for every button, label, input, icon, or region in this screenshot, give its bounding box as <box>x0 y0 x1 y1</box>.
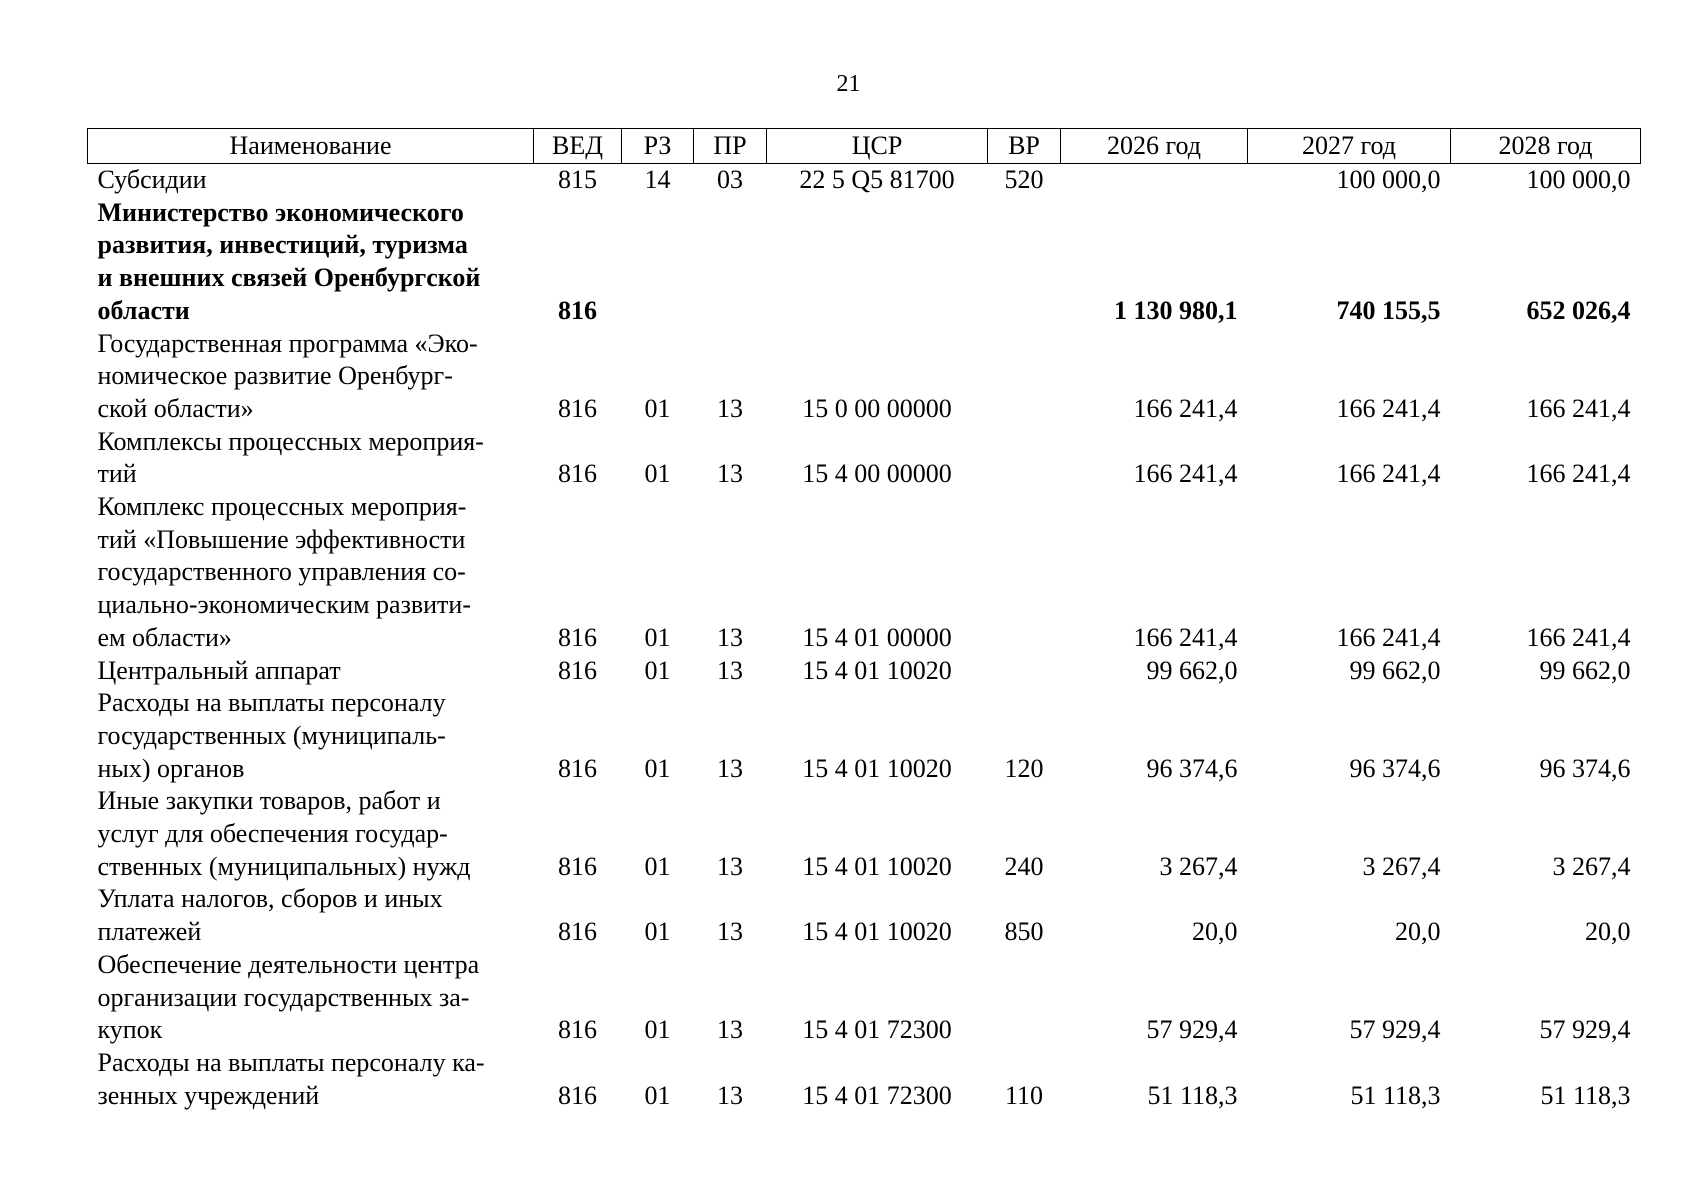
cell-rz: 14 <box>644 165 671 194</box>
table-header <box>88 129 1641 164</box>
name-line: развития, инвестиций, туризма <box>97 230 468 260</box>
cell-2026: 1 130 980,1 <box>1114 295 1238 325</box>
name-line: организации государственных за- <box>97 982 470 1012</box>
cell-csr: 15 4 01 10020 <box>802 851 952 881</box>
cell-2027: 96 374,6 <box>1349 753 1441 783</box>
cell-rz <box>622 197 694 328</box>
header-2027: 2027 год <box>1248 129 1451 164</box>
cell-2028: 3 267,4 <box>1552 851 1631 881</box>
table-row <box>88 1047 1641 1112</box>
cell-csr: 15 4 01 72300 <box>802 1015 952 1045</box>
cell-pr: 13 <box>717 459 743 489</box>
cell-2026: 96 374,6 <box>1146 753 1238 783</box>
cell-2026: 166 241,4 <box>1133 393 1238 423</box>
header-csr: ЦСР <box>767 129 988 164</box>
name-line: Уплата налогов, сборов и иных <box>97 884 443 914</box>
cell-name <box>88 426 534 491</box>
cell-name <box>88 655 534 688</box>
name-line: купок <box>97 1015 163 1045</box>
cell-2028: 166 241,4 <box>1526 393 1631 423</box>
cell-name <box>88 785 534 883</box>
cell-2027: 166 241,4 <box>1336 622 1441 652</box>
cell-vr: 520 <box>1004 165 1044 194</box>
cell-csr: 15 0 00 00000 <box>802 393 952 423</box>
cell-pr: 13 <box>717 851 743 881</box>
name-line: циально-экономическим развити- <box>97 590 471 620</box>
cell-rz: 01 <box>644 917 671 947</box>
cell-2026: 99 662,0 <box>1146 655 1238 685</box>
name-line: тий <box>97 459 137 489</box>
cell-pr: 13 <box>717 1080 743 1110</box>
cell-ved: 816 <box>558 655 597 685</box>
header-vr: ВР <box>988 129 1061 164</box>
cell-pr: 13 <box>717 917 743 947</box>
cell-csr: 22 5 Q5 81700 <box>799 165 955 194</box>
table-row <box>88 426 1641 491</box>
cell-rz: 01 <box>644 753 671 783</box>
cell-ved: 816 <box>558 917 597 947</box>
header-2026: 2026 год <box>1061 129 1248 164</box>
name-line: Комплекс процессных мероприя- <box>97 492 467 522</box>
cell-2026: 166 241,4 <box>1133 622 1238 652</box>
name-line: Субсидии <box>97 165 207 194</box>
header-row <box>88 129 1641 164</box>
cell-2026: 3 267,4 <box>1159 851 1238 881</box>
cell-2028: 99 662,0 <box>1539 655 1631 685</box>
cell-ved: 816 <box>558 851 597 881</box>
cell-2028: 51 118,3 <box>1540 1080 1631 1110</box>
budget-table <box>87 128 1641 1112</box>
cell-csr: 15 4 00 00000 <box>802 459 952 489</box>
name-line: Расходы на выплаты персоналу ка- <box>97 1047 485 1077</box>
cell-name <box>88 328 534 426</box>
cell-2028: 57 929,4 <box>1539 1015 1631 1045</box>
table-body <box>88 164 1641 1113</box>
cell-pr: 13 <box>717 655 743 685</box>
cell-2028: 20,0 <box>1585 917 1631 947</box>
cell-2027: 57 929,4 <box>1349 1015 1441 1045</box>
table-row <box>88 164 1641 197</box>
cell-vr <box>988 655 1061 688</box>
cell-ved: 816 <box>558 459 597 489</box>
header-2028: 2028 год <box>1451 129 1641 164</box>
cell-name <box>88 197 534 328</box>
cell-2026: 166 241,4 <box>1133 459 1238 489</box>
table-row <box>88 197 1641 328</box>
cell-2028: 166 241,4 <box>1526 622 1631 652</box>
cell-ved: 816 <box>558 753 597 783</box>
name-line: ных) органов <box>97 753 245 783</box>
cell-pr <box>694 197 767 328</box>
cell-2028: 96 374,6 <box>1539 753 1631 783</box>
name-line: государственного управления со- <box>97 557 466 587</box>
cell-csr: 15 4 01 10020 <box>802 753 952 783</box>
cell-vr <box>988 491 1061 655</box>
table-row <box>88 491 1641 655</box>
name-line: Государственная программа «Эко- <box>97 328 478 358</box>
table-row <box>88 328 1641 426</box>
name-line: платежей <box>97 917 202 947</box>
cell-vr: 850 <box>1004 917 1044 947</box>
cell-pr: 13 <box>717 393 743 423</box>
cell-2027: 3 267,4 <box>1362 851 1441 881</box>
cell-name <box>88 949 534 1047</box>
cell-2028: 100 000,0 <box>1526 165 1631 194</box>
table-row <box>88 655 1641 688</box>
cell-rz: 01 <box>644 393 671 423</box>
cell-name <box>88 491 534 655</box>
cell-2027: 100 000,0 <box>1336 165 1441 194</box>
cell-pr: 03 <box>717 165 743 194</box>
cell-name <box>88 1047 534 1112</box>
name-line: Иные закупки товаров, работ и <box>97 786 441 816</box>
cell-ved: 816 <box>558 393 597 423</box>
cell-2026 <box>1061 164 1248 197</box>
cell-2028: 166 241,4 <box>1526 459 1631 489</box>
cell-rz: 01 <box>644 851 671 881</box>
cell-vr: 120 <box>1004 753 1044 783</box>
cell-vr <box>988 426 1061 491</box>
cell-2027: 166 241,4 <box>1336 393 1441 423</box>
cell-vr <box>988 949 1061 1047</box>
cell-csr <box>767 197 988 328</box>
name-line: Центральный аппарат <box>97 655 341 685</box>
cell-ved: 815 <box>558 165 597 194</box>
cell-rz: 01 <box>644 459 671 489</box>
cell-vr <box>988 197 1061 328</box>
table-row <box>88 883 1641 948</box>
cell-ved: 816 <box>558 1080 597 1110</box>
cell-2026: 51 118,3 <box>1147 1080 1238 1110</box>
name-line: государственных (муниципаль- <box>97 720 446 750</box>
cell-vr: 110 <box>1004 1080 1044 1110</box>
cell-2026: 57 929,4 <box>1146 1015 1238 1045</box>
name-line: Комплексы процессных мероприя- <box>97 426 484 456</box>
table-row <box>88 785 1641 883</box>
cell-csr: 15 4 01 72300 <box>802 1080 952 1110</box>
cell-rz: 01 <box>644 1080 671 1110</box>
cell-pr: 13 <box>717 1015 743 1045</box>
header-pr: ПР <box>694 129 767 164</box>
name-line: Обеспечение деятельности центра <box>97 949 480 979</box>
header-name: Наименование <box>88 129 534 164</box>
cell-ved: 816 <box>558 295 597 325</box>
cell-csr: 15 4 01 00000 <box>802 622 952 652</box>
cell-pr: 13 <box>717 622 743 652</box>
header-ved: ВЕД <box>534 129 622 164</box>
cell-ved: 816 <box>558 1015 597 1045</box>
cell-2027: 51 118,3 <box>1350 1080 1441 1110</box>
cell-2028: 652 026,4 <box>1526 295 1631 325</box>
cell-2027: 99 662,0 <box>1349 655 1441 685</box>
name-line: тий «Повышение эффективности <box>97 524 466 554</box>
cell-2027: 740 155,5 <box>1336 295 1441 325</box>
table-row <box>88 949 1641 1047</box>
cell-2027: 20,0 <box>1395 917 1441 947</box>
cell-rz: 01 <box>644 655 671 685</box>
cell-vr: 240 <box>1004 851 1044 881</box>
name-line: ственных (муниципальных) нужд <box>97 851 471 881</box>
name-line: ской области» <box>97 393 254 423</box>
table-row <box>88 687 1641 785</box>
cell-name <box>88 164 534 197</box>
cell-vr <box>988 328 1061 426</box>
cell-name <box>88 687 534 785</box>
name-line: Расходы на выплаты персоналу <box>97 688 446 718</box>
cell-ved: 816 <box>558 622 597 652</box>
page-number: 21 <box>836 71 861 97</box>
cell-2026: 20,0 <box>1192 917 1238 947</box>
cell-rz: 01 <box>644 1015 671 1045</box>
header-rz: РЗ <box>622 129 694 164</box>
cell-2027: 166 241,4 <box>1336 459 1441 489</box>
cell-csr: 15 4 01 10020 <box>802 655 952 685</box>
name-line: номическое развитие Оренбург- <box>97 361 453 391</box>
name-line: ем области» <box>97 622 232 652</box>
name-line: услуг для обеспечения государ- <box>97 819 448 849</box>
cell-name <box>88 883 534 948</box>
name-line: области <box>97 295 190 325</box>
name-line: Министерство экономического <box>97 197 464 227</box>
cell-pr: 13 <box>717 753 743 783</box>
name-line: и внешних связей Оренбургской <box>97 263 481 293</box>
name-line: зенных учреждений <box>97 1080 320 1110</box>
cell-csr: 15 4 01 10020 <box>802 917 952 947</box>
cell-rz: 01 <box>644 622 671 652</box>
